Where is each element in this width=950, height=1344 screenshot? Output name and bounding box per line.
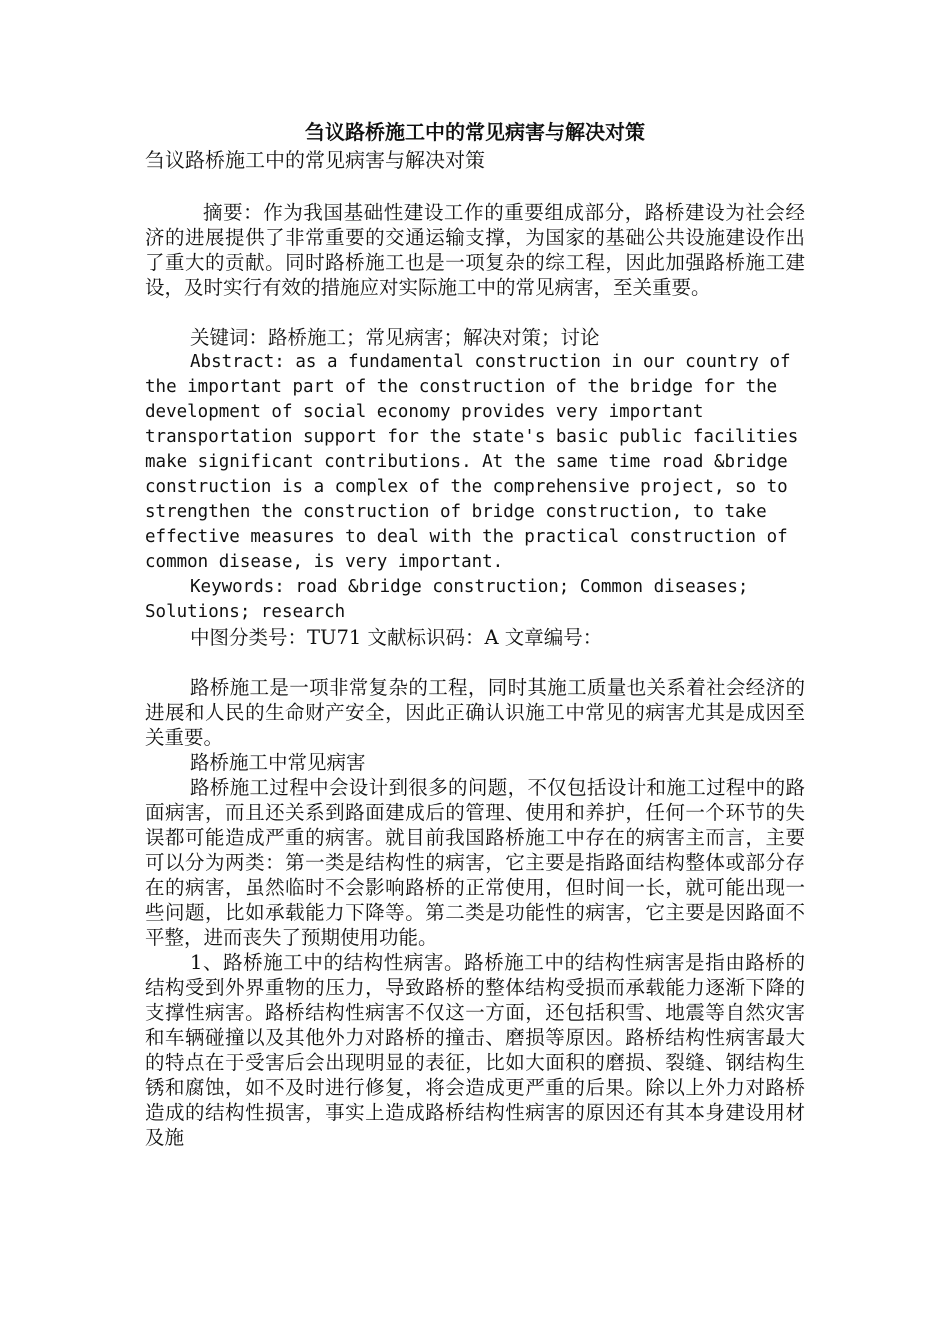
spacer (145, 650, 805, 675)
document-title: 刍议路桥施工中的常见病害与解决对策 (305, 120, 645, 144)
body-paragraph-1: 路桥施工过程中会设计到很多的问题，不仅包括设计和施工过程中的路面病害，而且还关系到路面建成后的管理、使用和养护，任何一个环节的失误都可能造成严重的病害。就目前我国路桥施工中存在的病害主而言，主要可以分为两类：第一类是结构性的病害，它主要是指路面结构整体或部分存在的病害，虽然临时不会影响路桥的正常使用，但时间一长，就可能出现一些问题，比如承载能力下降等。第二类是功能性的病害，它主要是因路面不平整，进而丧失了预期使用功能。 (145, 776, 805, 949)
intro-paragraph: 路桥施工是一项非常复杂的工程，同时其施工质量也关系着社会经济的进展和人民的生命财产安全，因此正确认识施工中常见的病害尤其是成因至关重要。 (145, 676, 805, 749)
keywords-en: Keywords: road &bridge construction; Common diseases; Solutions; research (145, 577, 749, 622)
abstract-cn: 摘要：作为我国基础性建设工作的重要组成部分，路桥建设为社会经济的进展提供了非常重要的交通运输支撑，为国家的基础公共设施建设作出了重大的贡献。同时路桥施工也是一项复杂的综工程，因此加强路桥施工建设，及时实行有效的措施应对实际施工中的常见病害，至关重要。 (145, 201, 805, 299)
classification-line: 中图分类号：TU71 文献标识码：A 文章编号： (190, 626, 603, 649)
body-paragraph-2: 1、路桥施工中的结构性病害。路桥施工中的结构性病害是指由路桥的结构受到外界重物的压力，导致路桥的整体结构受损而承载能力逐渐下降的支撑性病害。路桥结构性病害不仅这一方面，还包括积雪、地震等自然灾害和车辆碰撞以及其他外力对路桥的撞击、磨损等原因。路桥结构性病害最大的特点在于受害后会出现明显的表征，比如大面积的磨损、裂缝、钢结构生锈和腐蚀，如不及时进行修复，将会造成更严重的后果。除以上外力对路桥造成的结构性损害，事实上造成路桥结构性病害的原因还有其本身建设用材及施 (145, 951, 805, 1149)
spacer (145, 188, 805, 200)
spacer (145, 300, 805, 325)
document-subtitle: 刍议路桥施工中的常见病害与解决对策 (145, 148, 485, 172)
section-heading: 路桥施工中常见病害 (190, 751, 366, 774)
document-page (145, 118, 805, 1150)
abstract-en: Abstract: as a fundamental construction in our country of the important part of the construction of the bridge for the development of social economy provides very important transportation support for the state's basic public facilities make significant contributions. At the same time road &bridge construction is a complex of the comprehensive project, so to strengthen the construction of bridge construction, to take effective measures to deal with the practical construction of common disease, is very important. (145, 352, 799, 572)
keywords-cn: 关键词：路桥施工；常见病害；解决对策；讨论 (190, 326, 600, 349)
